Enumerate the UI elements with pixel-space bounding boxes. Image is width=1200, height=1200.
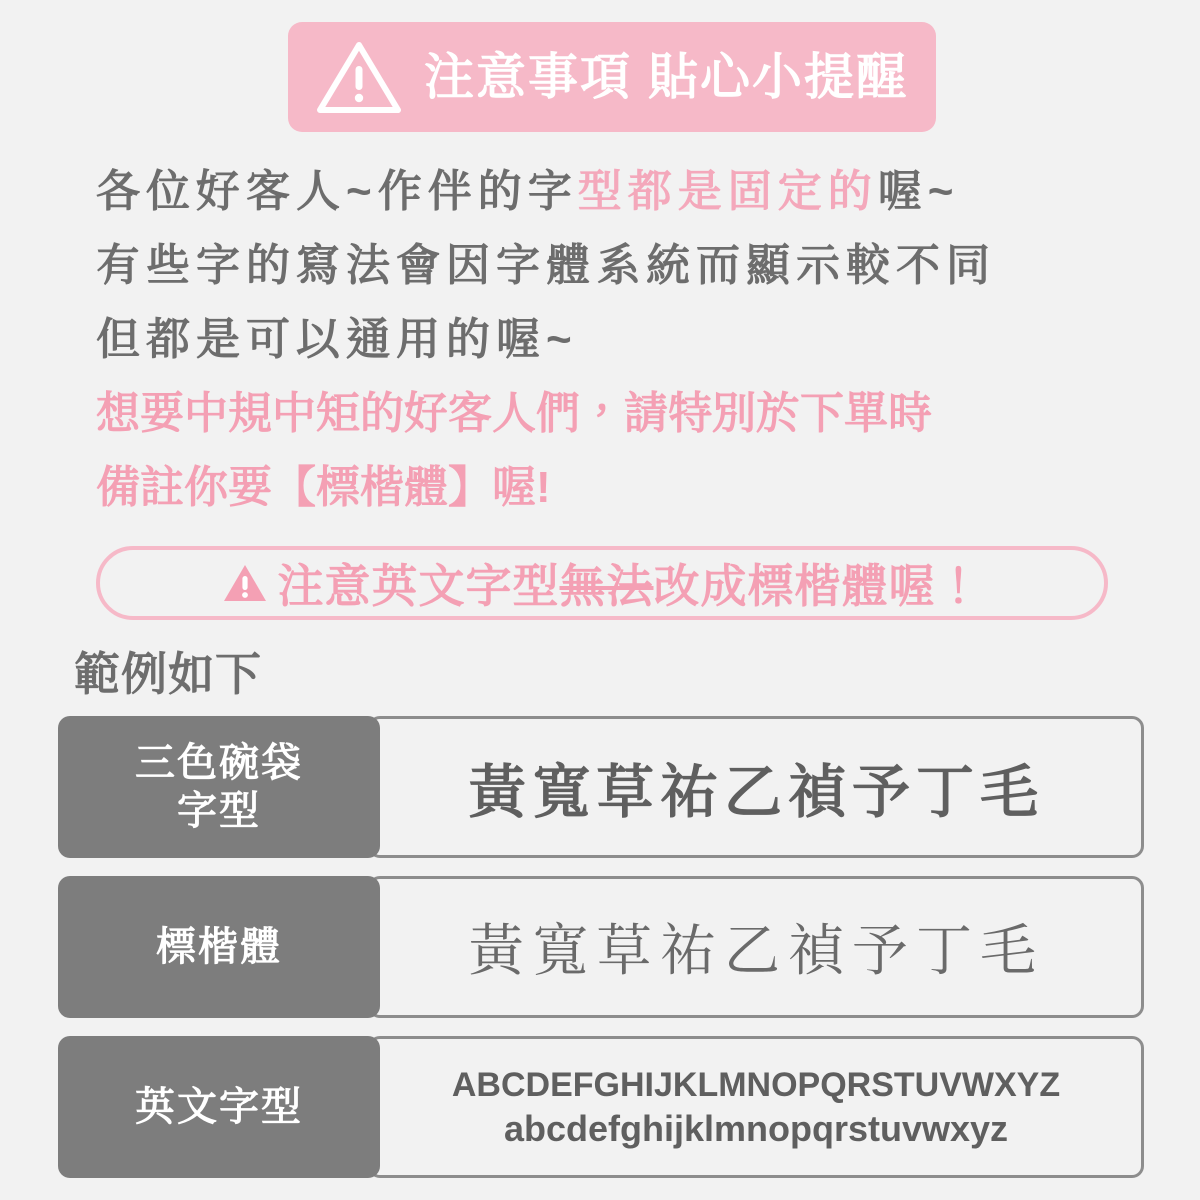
row-value-english-font bbox=[368, 1036, 1144, 1178]
notice-banner bbox=[288, 22, 936, 132]
row-label-english-font bbox=[58, 1036, 380, 1178]
row-label-line-1: 標楷體 bbox=[156, 925, 282, 969]
notice-line-5: 備註你要【標楷體】喔! bbox=[96, 463, 551, 512]
notice-line-3: 但都是可以通用的喔~ bbox=[96, 315, 578, 364]
notice-line-2: 有些字的寫法會因字體系統而顯示較不同 bbox=[96, 241, 996, 290]
row-label-line-1: 英文字型 bbox=[135, 1085, 303, 1129]
table-row bbox=[58, 716, 1144, 858]
notice-line-1-part1: 各位好客人~作伴的字 bbox=[96, 167, 578, 216]
warning-triangle-icon bbox=[316, 40, 402, 114]
warning-text-struck: 無法 bbox=[559, 560, 654, 612]
notice-line-4: 想要中規中矩的好客人們，請特別於下單時 bbox=[96, 389, 932, 438]
sample-uppercase-alphabet: ABCDEFGHIJKLMNOPQRSTUVWXYZ bbox=[451, 1066, 1061, 1104]
english-font-warning-text bbox=[278, 550, 983, 616]
sample-glyphs: 黃寬草祐乙禎予丁毛 bbox=[467, 760, 1044, 825]
warning-triangle-icon bbox=[222, 563, 268, 603]
notice-line-1-highlight: 型都是固定的 bbox=[577, 167, 878, 216]
warning-text-after: 改成標楷體喔！ bbox=[653, 560, 983, 612]
sample-lowercase-alphabet: abcdefghijklmnopqrstuvwxyz bbox=[503, 1108, 1009, 1149]
row-value-bowl-bag-font bbox=[368, 716, 1144, 858]
row-label-line-1: 三色碗袋 bbox=[135, 741, 303, 785]
notice-line-1 bbox=[96, 155, 1116, 229]
notice-line-1-part2: 喔~ bbox=[877, 167, 960, 216]
banner-title: 注意事項 貼心小提醒 bbox=[424, 49, 908, 105]
table-row bbox=[58, 1036, 1144, 1178]
example-heading: 範例如下 bbox=[74, 648, 262, 700]
notice-paragraphs bbox=[96, 155, 1116, 525]
row-label-line-2: 字型 bbox=[177, 789, 261, 833]
table-row bbox=[58, 876, 1144, 1018]
sample-glyphs: 黃寬草祐乙禎予丁毛 bbox=[468, 919, 1044, 984]
row-label-bowl-bag-font bbox=[58, 716, 380, 858]
warning-text-before: 注意英文字型 bbox=[277, 560, 560, 612]
english-font-warning bbox=[96, 546, 1108, 620]
row-value-kai-font bbox=[368, 876, 1144, 1018]
row-label-kai-font bbox=[58, 876, 380, 1018]
